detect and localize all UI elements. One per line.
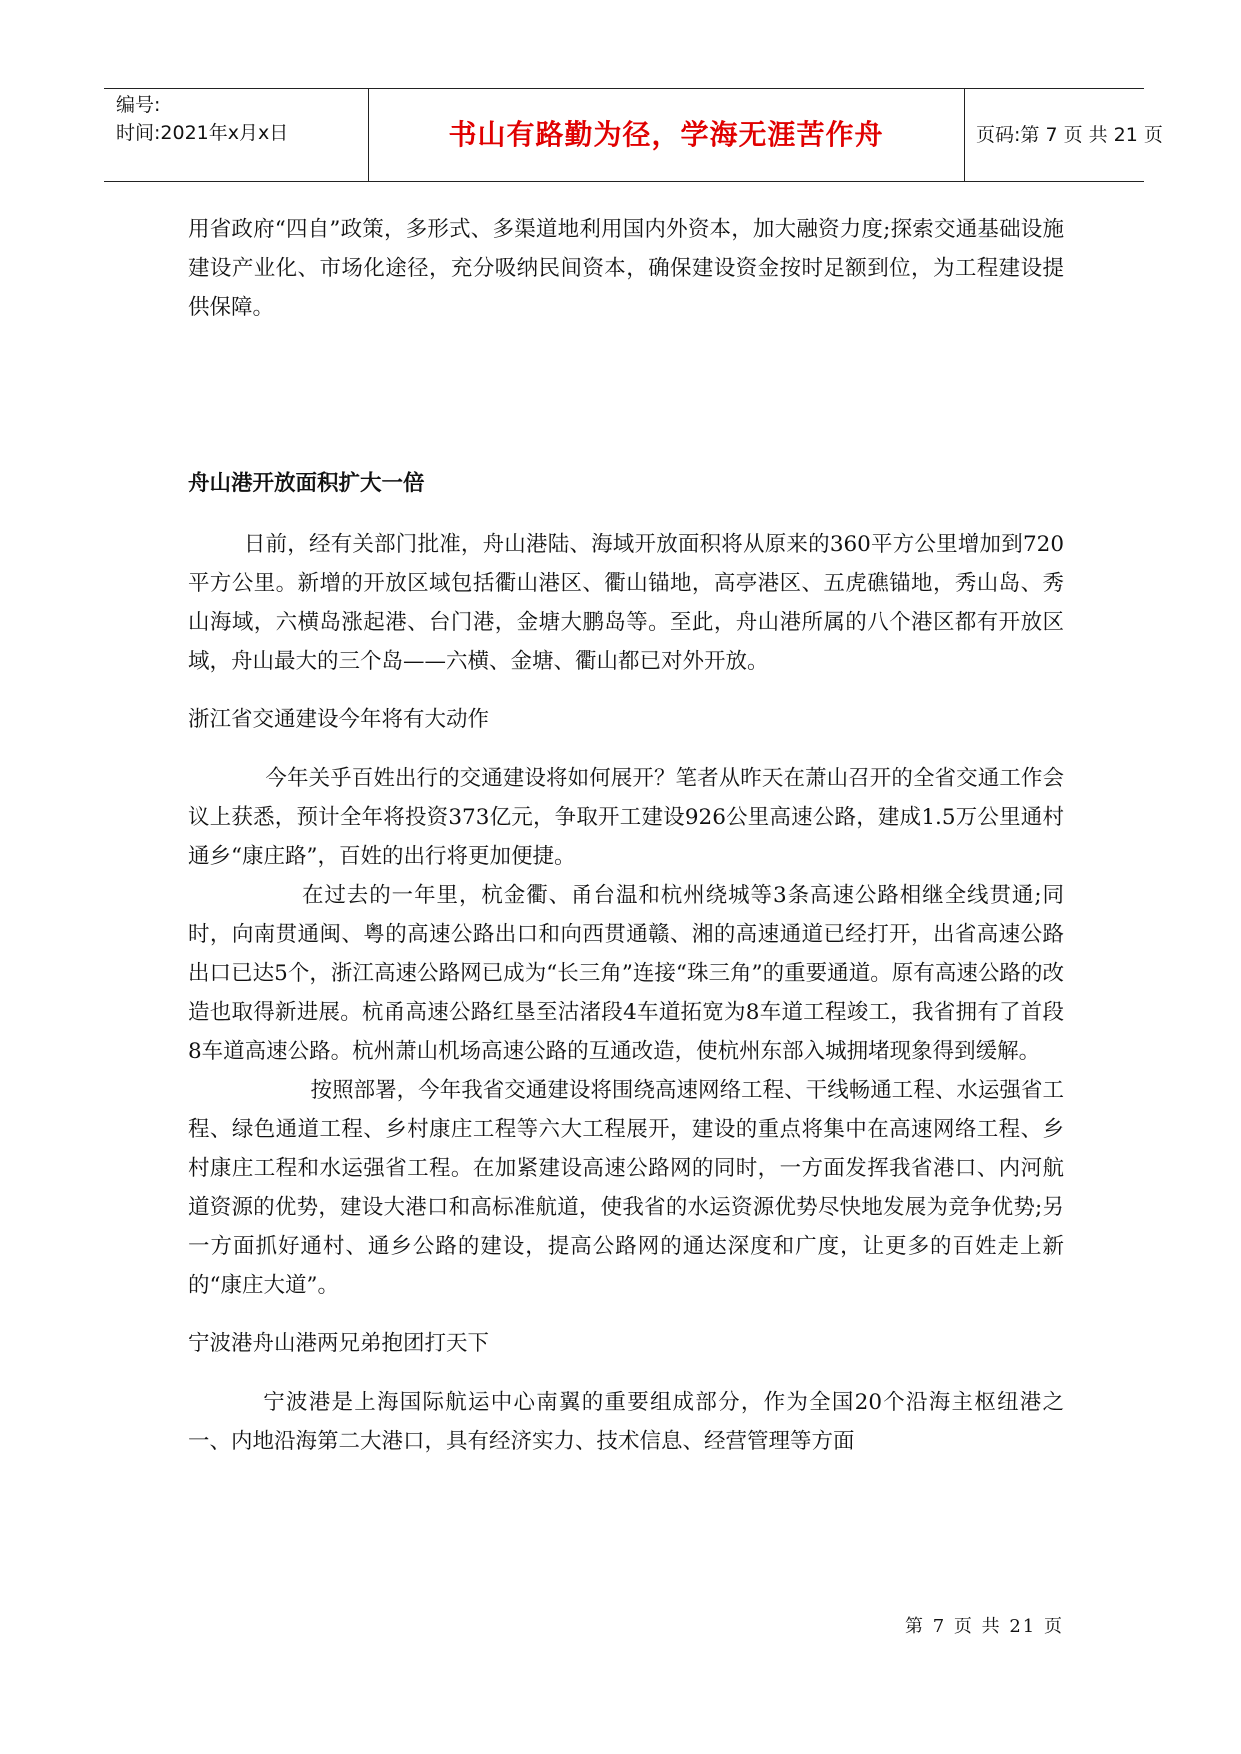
header-divider-left <box>368 89 369 181</box>
section-title-ningbo-zhoushan: 宁波港舟山港两兄弟抱团打天下 <box>188 1331 490 1356</box>
section-paragraph-zhoushan-port: 日前，经有关部门批准，舟山港陆、海域开放面积将从原来的360平方公里增加到720平方公里。新增的开放区域包括衢山港区、衢山锚地，高亭港区、五虎礁锚地，秀山岛、秀山海域，六横岛涨起港、台门港，金塘大鹏岛等。至此，舟山港所属的八个港区都有开放区域，舟山最大的三个岛——六横、金塘、衢山都已对外开放。 <box>188 532 1064 674</box>
section-paragraph-zhejiang-transport-1: 今年关乎百姓出行的交通建设将如何展开？笔者从昨天在萧山召开的全省交通工作会议上获悉，预计全年将投资373亿元，争取开工建设926公里高速公路，建成1.5万公里通村通乡“康庄路”，百姓的出行将更加便捷。 <box>188 766 1064 869</box>
section-title-zhoushan-port: 舟山港开放面积扩大一倍 <box>188 471 425 496</box>
section-paragraph-zhejiang-transport-2: 在过去的一年里，杭金衢、甬台温和杭州绕城等3条高速公路相继全线贯通;同时，向南贯通闽、粤的高速公路出口和向西贯通赣、湘的高速通道已经打开，出省高速公路出口已达5个，浙江高速公路网已成为“长三角”连接“珠三角”的重要通道。原有高速公路的改造也取得新进展。杭甬高速公路红垦至沽渚段4车道拓宽为8车道工程竣工，我省拥有了首段8车道高速公路。杭州萧山机场高速公路的互通改造，使杭州东部入城拥堵现象得到缓解。 <box>188 883 1064 1064</box>
page-header <box>104 88 1163 182</box>
section-title-zhejiang-transport: 浙江省交通建设今年将有大动作 <box>188 707 490 732</box>
header-divider-right <box>964 89 965 181</box>
page-footer: 第 7 页 共 21 页 <box>905 1616 1064 1637</box>
section-paragraph-ningbo-zhoushan: 宁波港是上海国际航运中心南翼的重要组成部分，作为全国20个沿海主枢纽港之一、内地沿海第二大港口，具有经济实力、技术信息、经营管理等方面 <box>188 1390 1064 1454</box>
header-page-number: 页码:第 7 页 共 21 页 <box>976 124 1163 146</box>
document-time-label: 时间:2021年x月x日 <box>116 122 289 144</box>
header-motto: 书山有路勤为径，学海无涯苦作舟 <box>448 118 884 151</box>
document-number-label: 编号: <box>116 94 161 116</box>
document-body <box>188 210 1064 1461</box>
section-paragraph-zhejiang-transport-3: 按照部署，今年我省交通建设将围绕高速网络工程、干线畅通工程、水运强省工程、绿色通道工程、乡村康庄工程等六大工程展开，建设的重点将集中在高速网络工程、乡村康庄工程和水运强省工程。在加紧建设高速公路网的同时，一方面发挥我省港口、内河航道资源的优势，建设大港口和高标准航道，使我省的水运资源优势尽快地发展为竞争优势;另一方面抓好通村、通乡公路的建设，提高公路网的通达深度和广度，让更多的百姓走上新的“康庄大道”。 <box>188 1078 1064 1298</box>
header-meta <box>116 91 366 147</box>
intro-paragraph: 用省政府“四自”政策，多形式、多渠道地利用国内外资本，加大融资力度;探索交通基础设施建设产业化、市场化途径，充分吸纳民间资本，确保建设资金按时足额到位，为工程建设提供保障。 <box>188 217 1064 320</box>
